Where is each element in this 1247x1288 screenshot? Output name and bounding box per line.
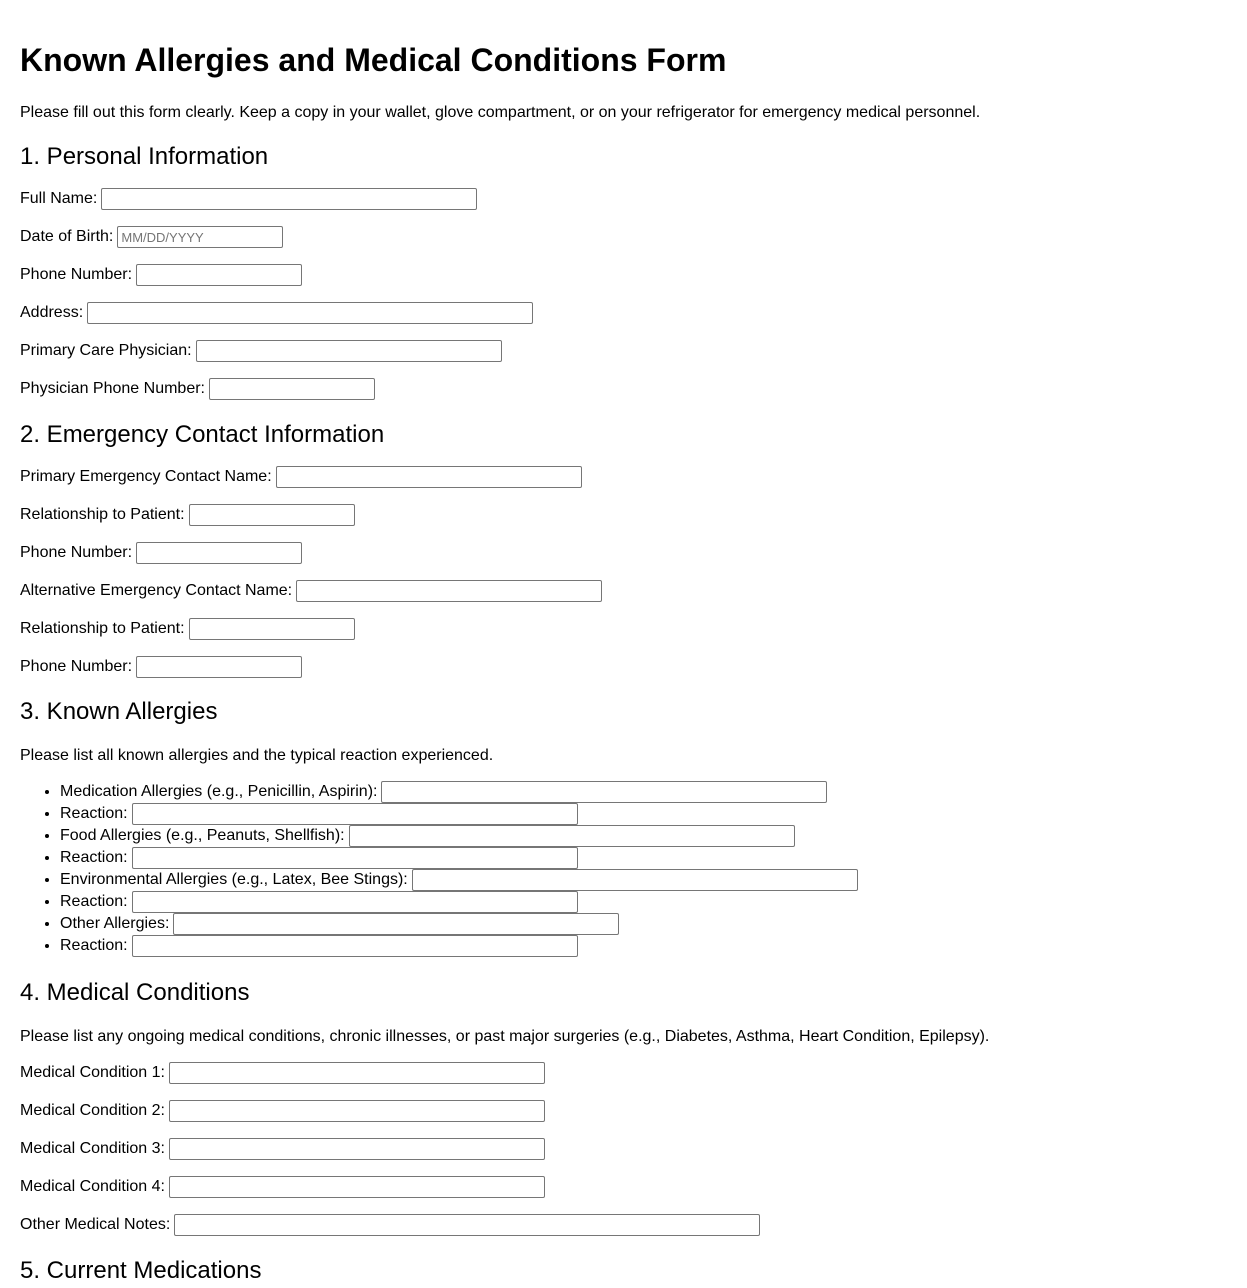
physician-input[interactable] [196,340,502,362]
medication-allergies-input[interactable] [381,781,827,803]
full-name-label: Full Name: [20,190,98,207]
food-allergies-label: • Food Allergies (e.g., Peanuts, Shellfish): [60,827,345,844]
other-allergies-label: • Other Allergies: [60,915,170,932]
list-item [60,825,1227,847]
full-name-row [20,188,1227,210]
allergies-instructions: Please list all known allergies and the typical reaction experienced. [20,747,494,764]
primary-contact-row [20,466,1227,488]
alt-phone-row [20,656,1227,678]
food-allergies-input[interactable] [349,825,795,847]
address-row [20,302,1227,324]
condition-3-row [20,1138,1227,1160]
condition-4-label: Medical Condition 4: [20,1178,165,1195]
relationship-row [20,504,1227,526]
condition-4-row [20,1176,1227,1198]
reaction-label: • Reaction: [60,893,128,910]
alt-relationship-row [20,618,1227,640]
section-conditions-heading: 4. Medical Conditions [20,979,250,1006]
alt-phone-input[interactable] [136,656,302,678]
condition-3-label: Medical Condition 3: [20,1140,165,1157]
other-allergies-input[interactable] [173,913,619,935]
full-name-input[interactable] [101,188,477,210]
list-item [60,847,1227,869]
alt-contact-label: Alternative Emergency Contact Name: [20,582,293,599]
medical-notes-label: Other Medical Notes: [20,1216,171,1233]
section-personal-heading: 1. Personal Information [20,143,269,170]
section-medications-heading: 5. Current Medications [20,1257,262,1284]
page-title: Known Allergies and Medical Conditions Form [20,42,727,78]
medication-allergies-label: • Medication Allergies (e.g., Penicillin, Aspirin): [60,783,378,800]
physician-phone-input[interactable] [209,378,375,400]
condition-2-label: Medical Condition 2: [20,1102,165,1119]
phone-input[interactable] [136,264,302,286]
list-item [60,913,1227,935]
relationship-label: Relationship to Patient: [20,506,185,523]
address-input[interactable] [87,302,533,324]
phone-label: Phone Number: [20,266,133,283]
list-item [60,935,1227,957]
condition-1-label: Medical Condition 1: [20,1064,165,1081]
allergy-list [20,781,1227,957]
environmental-allergies-label: • Environmental Allergies (e.g., Latex, Bee Stings): [60,871,408,888]
contact-phone-input[interactable] [136,542,302,564]
medical-notes-row [20,1214,1227,1236]
physician-phone-label: Physician Phone Number: [20,380,205,397]
condition-4-input[interactable] [169,1176,545,1198]
section-emergency-heading: 2. Emergency Contact Information [20,421,385,448]
food-reaction-input[interactable] [132,847,578,869]
physician-label: Primary Care Physician: [20,342,192,359]
intro-text: Please fill out this form clearly. Keep a copy in your wallet, glove compartment, or on your refrigerator for emergency medical personnel. [20,104,981,121]
condition-2-row [20,1100,1227,1122]
list-item [60,781,1227,803]
reaction-label: • Reaction: [60,849,128,866]
alt-relationship-label: Relationship to Patient: [20,620,185,637]
medication-reaction-input[interactable] [132,803,578,825]
alt-phone-label: Phone Number: [20,658,133,675]
primary-contact-label: Primary Emergency Contact Name: [20,468,272,485]
list-item [60,869,1227,891]
alt-contact-input[interactable] [296,580,602,602]
dob-input[interactable] [117,226,283,248]
dob-label: Date of Birth: [20,228,114,245]
address-label: Address: [20,304,84,321]
physician-row [20,340,1227,362]
condition-1-row [20,1062,1227,1084]
medical-notes-input[interactable] [174,1214,760,1236]
phone-row [20,264,1227,286]
contact-phone-row [20,542,1227,564]
condition-1-input[interactable] [169,1062,545,1084]
list-item [60,803,1227,825]
dob-row [20,226,1227,248]
primary-contact-input[interactable] [276,466,582,488]
section-allergies-heading: 3. Known Allergies [20,698,218,725]
other-reaction-input[interactable] [132,935,578,957]
conditions-instructions: Please list any ongoing medical conditions, chronic illnesses, or past major surgeries (e.g., Diabetes, Asthma, Heart Condition, Epilepsy). [20,1028,990,1045]
environmental-allergies-input[interactable] [412,869,858,891]
reaction-label: • Reaction: [60,805,128,822]
alt-contact-row [20,580,1227,602]
environmental-reaction-input[interactable] [132,891,578,913]
condition-2-input[interactable] [169,1100,545,1122]
reaction-label: • Reaction: [60,937,128,954]
physician-phone-row [20,378,1227,400]
condition-3-input[interactable] [169,1138,545,1160]
list-item [60,891,1227,913]
relationship-input[interactable] [189,504,355,526]
alt-relationship-input[interactable] [189,618,355,640]
contact-phone-label: Phone Number: [20,544,133,561]
